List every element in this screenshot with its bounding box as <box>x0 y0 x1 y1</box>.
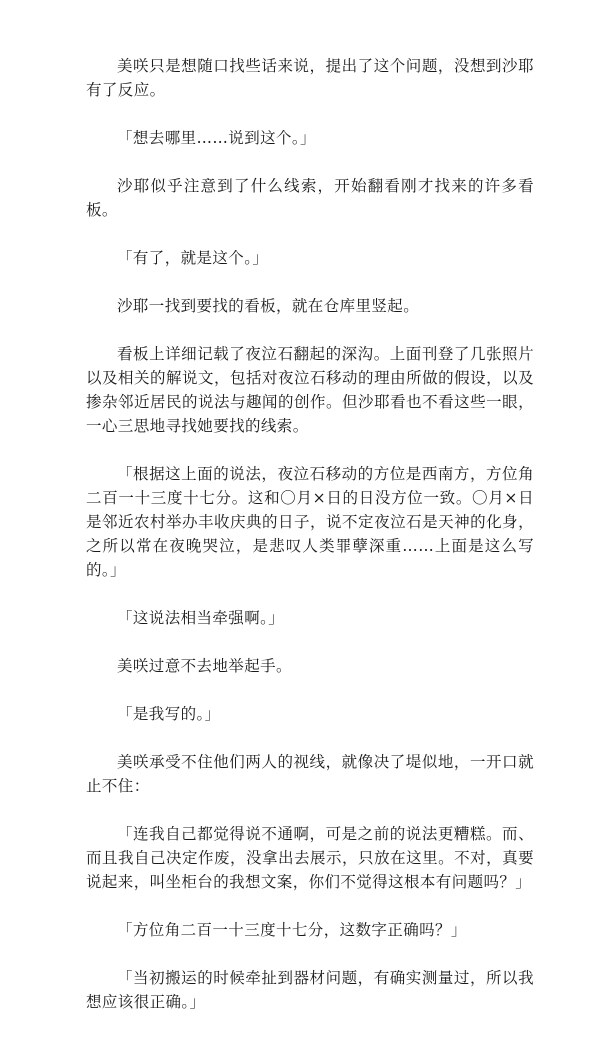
dialogue-line: 「想去哪里……说到这个。」 <box>117 129 316 147</box>
paragraph: 沙耶似乎注意到了什么线索，开始翻看刚才找来的许多看板。 <box>86 177 534 219</box>
paragraph: 美咲只是想随口找些话来说，提出了这个问题，没想到沙耶有了反应。 <box>86 57 534 99</box>
text-body <box>86 54 534 1038</box>
dialogue-line: 「是我写的。」 <box>117 705 221 723</box>
dialogue-line: 「当初搬运的时候牵扯到器材问题，有确实测量过，所以我想应该很正确。」 <box>86 969 534 1011</box>
dialogue-line: 「根据这上面的说法，夜泣石移动的方位是西南方，方位角二百一十三度十七分。这和〇月×日的日没方位一致。〇月×日是邻近农村举办丰收庆典的日子，说不定夜泣石是天神的化身，之所以常在夜晚哭泣，是悲叹人类罪孽深重……上面是这么写的。」 <box>86 465 534 579</box>
dialogue-line: 「连我自己都觉得说不通啊，可是之前的说法更糟糕。而、而且我自己决定作废，没拿出去展示，只放在这里。不对，真要说起来，叫坐柜台的我想文案，你们不觉得这根本有问题吗？」 <box>86 825 534 891</box>
paragraph: 美咲过意不去地举起手。 <box>117 657 292 675</box>
dialogue-line: 「这说法相当牵强啊。」 <box>117 609 285 627</box>
paragraph: 看板上详细记载了夜泣石翻起的深沟。上面刊登了几张照片以及相关的解说文，包括对夜泣石移动的理由所做的假设，以及掺杂邻近居民的说法与趣闻的创作。但沙耶看也不看这些一眼，一心三思地寻找她要找的线索。 <box>86 345 534 435</box>
dialogue-line: 「有了，就是这个。」 <box>117 249 269 267</box>
paragraph: 沙耶一找到要找的看板，就在仓库里竖起。 <box>117 297 420 315</box>
dialogue-line: 「方位角二百一十三度十七分，这数字正确吗？」 <box>117 921 467 939</box>
paragraph: 美咲承受不住他们两人的视线，就像决了堤似地，一开口就止不住： <box>86 753 534 795</box>
